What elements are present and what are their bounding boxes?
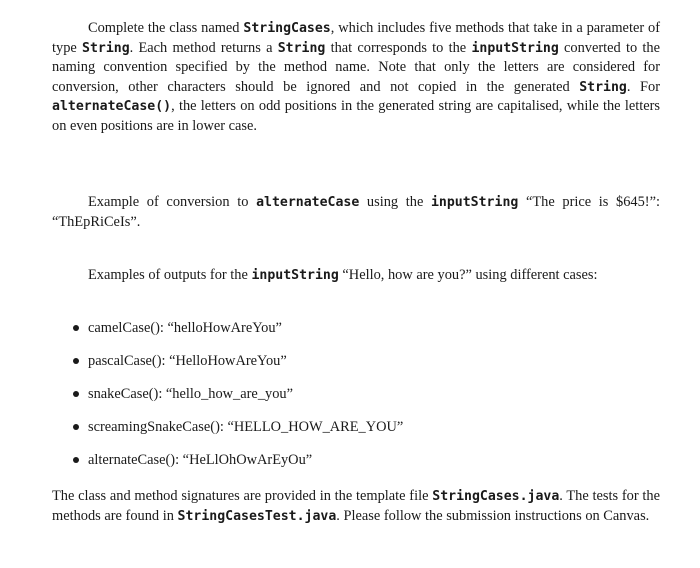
code-span: StringCases.java: [432, 489, 560, 504]
text-span: that corresponds to the: [325, 39, 472, 56]
list-item: [52, 384, 403, 417]
text-span: The class and method signatures are provided in the template file: [52, 488, 433, 504]
list-item: [52, 417, 403, 450]
text-span: using the: [359, 194, 431, 210]
bullet-icon: [73, 424, 79, 430]
code-span: StringCases: [243, 21, 331, 36]
code-span: inputString: [471, 40, 559, 56]
list-item: [52, 351, 403, 384]
code-span: String: [82, 40, 130, 56]
closing-paragraph: [52, 487, 660, 526]
text-span: . The tests for the methods are found in: [52, 488, 661, 524]
text-span: converted to the naming convention specified by the method name. Note that only the letters are considered for conversion, other characters should be ignored and not copied in the generated: [52, 39, 660, 95]
intro-paragraph: [52, 19, 660, 137]
alternate-example-paragraph: [52, 193, 660, 232]
code-span: inputString: [430, 195, 519, 210]
text-span: . Please follow the submission instructions on Canvas.: [336, 507, 650, 524]
code-span: StringCasesTest.java: [177, 508, 337, 524]
bullet-icon: [73, 325, 79, 331]
code-span: String: [277, 40, 326, 56]
text-span: , the letters on odd positions in the generated string are capitalised, while the letters on even positions are in lower case.: [52, 98, 660, 134]
bullet-icon: [73, 457, 79, 463]
list-item-text: snakeCase(): “hello_how_are_you”: [88, 386, 293, 402]
code-span: inputString: [251, 268, 339, 283]
text-span: “Hello, how are you?” using different cases:: [338, 267, 598, 283]
list-item: [52, 318, 403, 351]
list-item-text: screamingSnakeCase(): “HELLO_HOW_ARE_YOU”: [88, 419, 404, 435]
text-span: . Each method returns a: [129, 39, 278, 56]
code-span: alternateCase(): [52, 99, 172, 115]
bullet-icon: [73, 358, 79, 364]
list-item: [52, 450, 403, 483]
bullet-icon: [73, 391, 79, 397]
list-item-text: alternateCase(): “HeLlOhOwArEyOu”: [88, 452, 313, 468]
text-span: “The price is $645!”: “ThEpRiCeIs”.: [52, 194, 660, 230]
text-span: Examples of outputs for the: [88, 267, 252, 283]
examples-list: [52, 318, 403, 483]
outputs-intro-paragraph: [52, 266, 660, 286]
text-span: Example of conversion to: [88, 194, 257, 210]
list-item-text: camelCase(): “helloHowAreYou”: [88, 320, 282, 336]
code-span: alternateCase: [256, 195, 360, 210]
text-span: Complete the class named: [88, 20, 244, 36]
text-span: . For: [626, 78, 660, 95]
list-item-text: pascalCase(): “HelloHowAreYou”: [88, 353, 287, 369]
code-span: String: [579, 79, 627, 95]
text-span: , which includes five methods that take in a parameter of type: [52, 20, 660, 56]
